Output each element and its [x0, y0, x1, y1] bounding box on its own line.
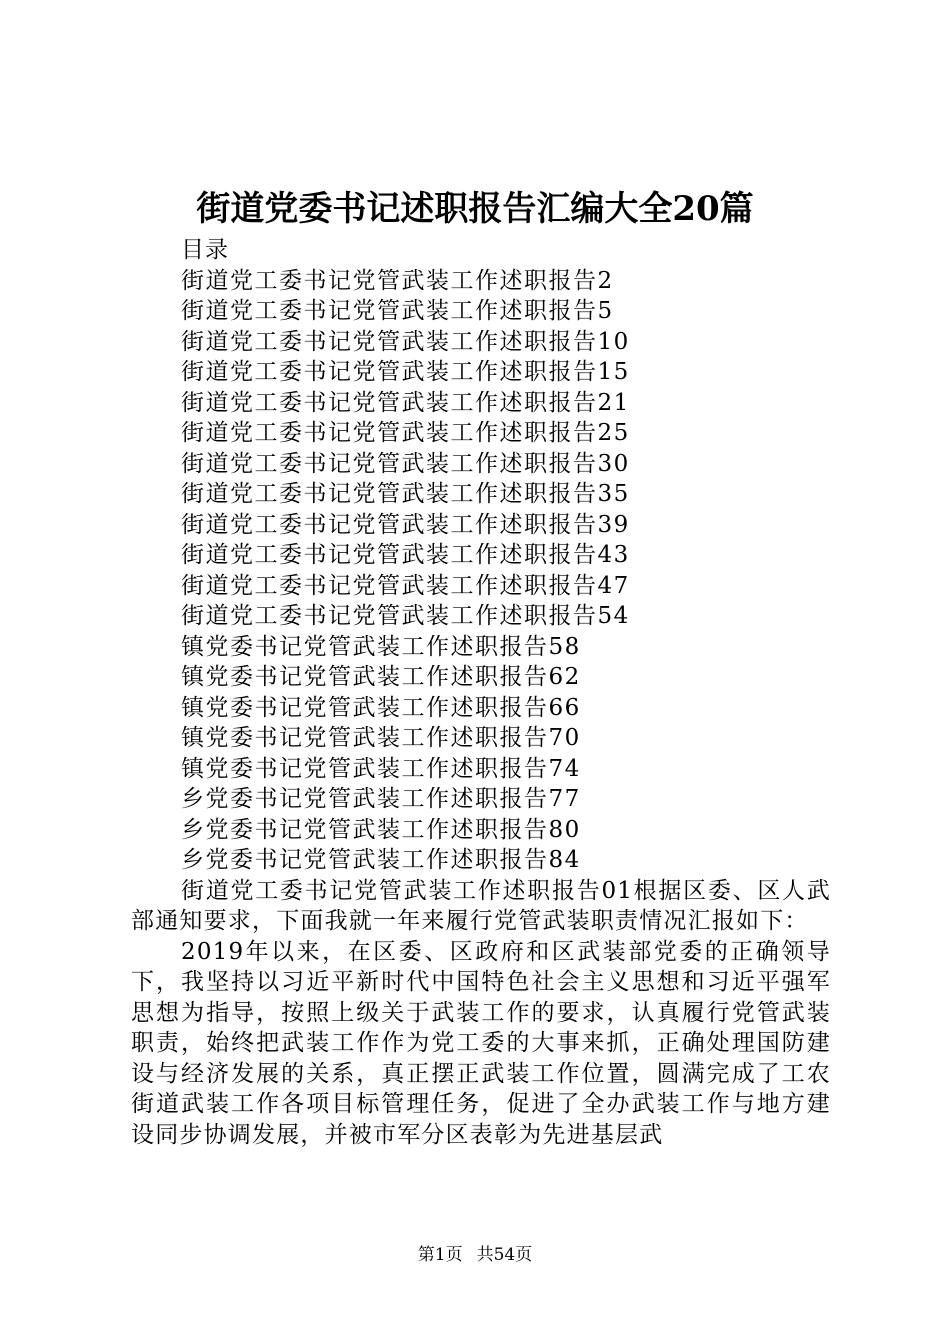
body-paragraph: 2019年以来，在区委、区政府和区武装部党委的正确领导下，我坚持以习近平新时代中国特色社会主义思想和习近平强军思想为指导，按照上级关于武装工作的要求，认真履行党管武装职责，始终把武装工作作为党工委的大事来抓，正确处理国防建设与经济发展的关系，真正摆正武装工作位置，圆满完成了工农街道武装工作各项目标管理任务，促进了全办武装工作与地方建设同步协调发展，并被市军分区表彰为先进基层武 — [131, 938, 831, 1148]
toc-item[interactable]: 街道党工委书记党管武装工作述职报告30 — [181, 450, 630, 477]
toc-item[interactable]: 街道党工委书记党管武装工作述职报告21 — [181, 389, 630, 416]
toc-item[interactable]: 街道党工委书记党管武装工作述职报告2 — [181, 267, 614, 294]
toc-item[interactable]: 镇党委书记党管武装工作述职报告70 — [181, 725, 581, 751]
toc-item[interactable]: 乡党委书记党管武装工作述职报告84 — [181, 847, 581, 873]
toc-heading: 目录 — [181, 237, 229, 263]
toc-item[interactable]: 街道党工委书记党管武装工作述职报告5 — [181, 298, 614, 324]
toc-item[interactable]: 街道党工委书记党管武装工作述职报告10 — [181, 328, 630, 355]
toc-item[interactable]: 镇党委书记党管武装工作述职报告66 — [181, 694, 581, 721]
toc-item[interactable]: 镇党委书记党管武装工作述职报告58 — [181, 633, 581, 660]
toc-item[interactable]: 街道党工委书记党管武装工作述职报告47 — [181, 572, 630, 599]
toc-item[interactable]: 街道党工委书记党管武装工作述职报告35 — [181, 481, 630, 507]
page-footer — [0, 1243, 950, 1267]
toc-item[interactable]: 镇党委书记党管武装工作述职报告62 — [181, 664, 581, 690]
toc-item[interactable]: 街道党工委书记党管武装工作述职报告15 — [181, 359, 630, 385]
table-of-contents — [131, 266, 831, 876]
toc-item[interactable]: 镇党委书记党管武装工作述职报告74 — [181, 755, 581, 782]
toc-item[interactable]: 乡党委书记党管武装工作述职报告80 — [181, 816, 581, 843]
document-title: 街道党委书记述职报告汇编大全20篇 — [196, 189, 754, 229]
toc-item[interactable]: 街道党工委书记党管武装工作述职报告54 — [181, 603, 630, 629]
document-body — [131, 235, 831, 1150]
page-number: 第1页 — [417, 1245, 463, 1265]
toc-item[interactable]: 乡党委书记党管武装工作述职报告77 — [181, 786, 581, 812]
page-total: 共54页 — [476, 1245, 533, 1265]
toc-item[interactable]: 街道党工委书记党管武装工作述职报告25 — [181, 420, 630, 446]
body-paragraph: 街道党工委书记党管武装工作述职报告01根据区委、区人武部通知要求，下面我就一年来履行党管武装职责情况汇报如下： — [131, 877, 831, 934]
toc-item[interactable]: 街道党工委书记党管武装工作述职报告39 — [181, 511, 630, 538]
toc-item[interactable]: 街道党工委书记党管武装工作述职报告43 — [181, 542, 630, 568]
